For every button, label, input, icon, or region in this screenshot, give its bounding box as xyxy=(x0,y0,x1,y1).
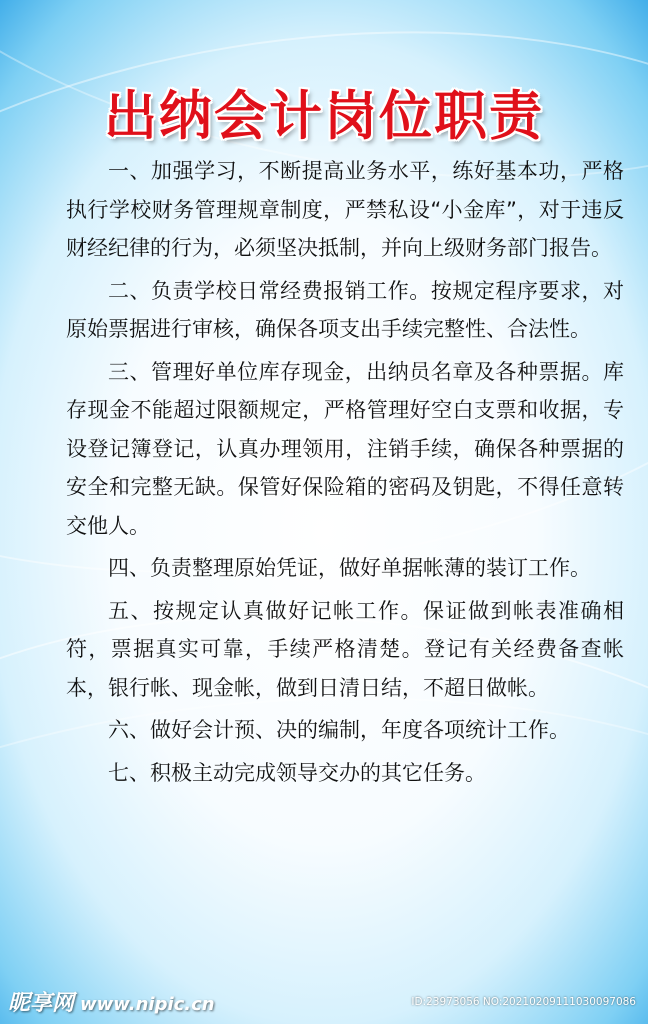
duties-list xyxy=(66,152,624,796)
duty-paragraph: 一、加强学习，不断提高业务水平，练好基本功，严格执行学校财务管理规章制度，严禁私设“小金库”，对于违反财经纪律的行为，必须坚决抵制，并向上级财务部门报告。 xyxy=(66,159,624,260)
duty-paragraph: 六、做好会计预、决的编制，年度各项统计工作。 xyxy=(108,718,570,742)
duty-paragraph: 四、负责整理原始凭证，做好单据帐薄的装订工作。 xyxy=(108,556,591,580)
poster-title: 出纳会计岗位职责 xyxy=(104,85,544,147)
duty-paragraph: 三、管理好单位库存现金，出纳员名章及各种票据。库存现金不能超过限额规定，严格管理好空白支票和收据，专设登记簿登记，认真办理领用，注销手续，确保各种票据的安全和完整无缺。保管好保险箱的密码及钥匙，不得任意转交他人。 xyxy=(66,359,624,538)
duty-paragraph: 七、积极主动完成领导交办的其它任务。 xyxy=(108,760,486,785)
watermark-id: ID:23973056 NO:20210209111030097086 xyxy=(411,996,636,1008)
watermark-brand: 昵享网 xyxy=(8,991,75,1016)
duty-paragraph: 二、负责学校日常经费报销工作。按规定程序要求，对原始票据进行审核，确保各项支出手续完整性、合法性。 xyxy=(66,278,624,341)
watermark-logo xyxy=(8,986,215,1020)
duty-paragraph: 五、按规定认真做好记帐工作。保证做到帐表准确相符，票据真实可靠，手续严格清楚。登记有关经费备查帐本，银行帐、现金帐，做到日清日结，不超日做帐。 xyxy=(66,598,624,700)
watermark-site: www.nipic.cn xyxy=(80,994,215,1015)
